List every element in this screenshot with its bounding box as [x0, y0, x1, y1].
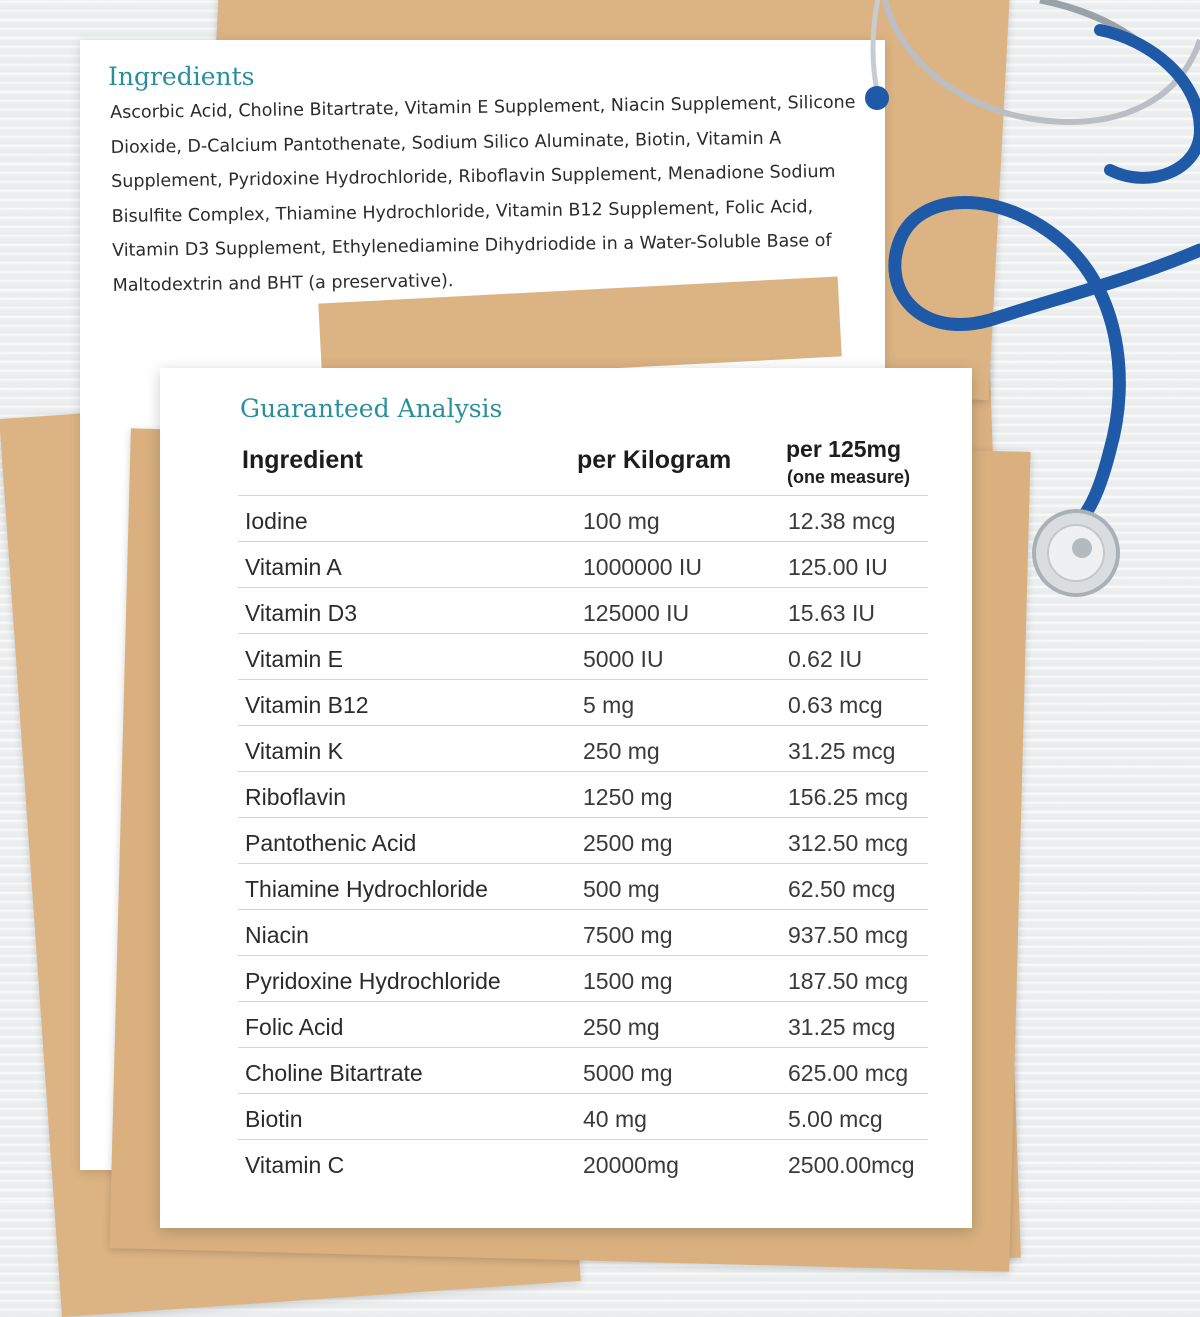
- cell-per-measure: 15.63 IU: [788, 600, 875, 626]
- cell-per-measure: 625.00 mcg: [788, 1060, 909, 1086]
- cell-ingredient: Vitamin E: [245, 646, 344, 672]
- stethoscope-chestpiece: [1034, 511, 1118, 595]
- cell-per-measure: 5.00 mcg: [788, 1106, 883, 1132]
- cell-per-kilogram: 1500 mg: [583, 968, 673, 994]
- table-row: [238, 495, 928, 541]
- cell-per-kilogram: 5000 IU: [583, 646, 664, 672]
- cell-per-kilogram: 500 mg: [583, 876, 660, 902]
- cell-per-measure: 0.62 IU: [788, 646, 863, 672]
- header-per-measure: per 125mg: [786, 436, 902, 462]
- cell-per-kilogram: 5 mg: [583, 692, 635, 718]
- cell-per-kilogram: 250 mg: [583, 738, 660, 764]
- cell-per-kilogram: 20000mg: [583, 1152, 679, 1178]
- table-row: [238, 725, 928, 771]
- cell-per-measure: 156.25 mcg: [788, 784, 909, 810]
- cell-per-kilogram: 2500 mg: [583, 830, 673, 856]
- cell-ingredient: Vitamin D3: [245, 600, 358, 626]
- table-row: [238, 909, 928, 955]
- table-row: [238, 1139, 928, 1185]
- ingredients-title: Ingredients: [108, 62, 255, 91]
- cell-per-measure: 312.50 mcg: [788, 830, 909, 856]
- analysis-title: Guaranteed Analysis: [240, 394, 503, 423]
- table-row: [238, 587, 928, 633]
- cell-per-kilogram: 1000000 IU: [583, 554, 702, 580]
- cell-ingredient: Vitamin A: [245, 554, 342, 580]
- table-row: [238, 1047, 928, 1093]
- header-ingredient: Ingredient: [242, 446, 363, 474]
- cell-ingredient: Pyridoxine Hydrochloride: [245, 968, 501, 994]
- table-row: [238, 679, 928, 725]
- cell-per-kilogram: 7500 mg: [583, 922, 673, 948]
- cell-ingredient: Riboflavin: [245, 784, 346, 810]
- cell-per-kilogram: 5000 mg: [583, 1060, 673, 1086]
- cell-ingredient: Biotin: [245, 1106, 303, 1132]
- table-row: [238, 1001, 928, 1047]
- table-row: [238, 955, 928, 1001]
- cell-ingredient: Niacin: [245, 922, 309, 948]
- ingredients-text: Ascorbic Acid, Choline Bitartrate, Vitamin E Supplement, Niacin Supplement, Silicone Dioxide, D-Calcium Pantothenate, Sodium Silico Aluminate, Biotin, Vitamin A Supplement, Pyridoxine Hydrochloride, Riboflavin Supplement, Menadione Sodium Bisulfite Complex, Thiamine Hydrochloride, Vitamin B12 Supplement, Folic Acid, Vitamin D3 Supplement, Ethylenediamine Dihydriodide in a Water-Soluble Base of Maltodextrin and BHT (a preservative).: [110, 92, 856, 296]
- stethoscope-stem: [1072, 538, 1092, 558]
- stethoscope-diaphragm: [1048, 525, 1104, 581]
- table-row: [238, 771, 928, 817]
- cell-ingredient: Pantothenic Acid: [245, 830, 417, 856]
- cell-per-measure: 62.50 mcg: [788, 876, 896, 902]
- cell-per-measure: 2500.00mcg: [788, 1152, 915, 1178]
- cell-per-measure: 187.50 mcg: [788, 968, 909, 994]
- cell-per-kilogram: 100 mg: [583, 508, 660, 534]
- cell-ingredient: Choline Bitartrate: [245, 1060, 423, 1086]
- cell-per-kilogram: 125000 IU: [583, 600, 690, 626]
- cell-per-measure: 12.38 mcg: [788, 508, 896, 534]
- cell-per-measure: 31.25 mcg: [788, 738, 896, 764]
- cell-ingredient: Folic Acid: [245, 1014, 344, 1040]
- cell-per-measure: 125.00 IU: [788, 554, 888, 580]
- analysis-table: [238, 495, 928, 1185]
- cell-per-kilogram: 1250 mg: [583, 784, 673, 810]
- cell-ingredient: Iodine: [245, 508, 308, 534]
- cell-ingredient: Vitamin B12: [245, 692, 369, 718]
- cell-per-measure: 0.63 mcg: [788, 692, 883, 718]
- cell-ingredient: Vitamin K: [245, 738, 344, 764]
- table-row: [238, 863, 928, 909]
- cell-per-kilogram: 40 mg: [583, 1106, 647, 1132]
- stethoscope-metal-tube: [1040, 0, 1160, 60]
- cell-ingredient: Thiamine Hydrochloride: [245, 876, 488, 902]
- table-row: [238, 1093, 928, 1139]
- table-row: [238, 817, 928, 863]
- cell-per-kilogram: 250 mg: [583, 1014, 660, 1040]
- header-per-kilogram: per Kilogram: [577, 446, 732, 474]
- table-row: [238, 633, 928, 679]
- cell-per-measure: 937.50 mcg: [788, 922, 909, 948]
- header-per-measure-sub: (one measure): [787, 467, 911, 487]
- stethoscope-upper-tube: [1100, 30, 1200, 178]
- table-row: [238, 541, 928, 587]
- cell-ingredient: Vitamin C: [245, 1152, 345, 1178]
- cell-per-measure: 31.25 mcg: [788, 1014, 896, 1040]
